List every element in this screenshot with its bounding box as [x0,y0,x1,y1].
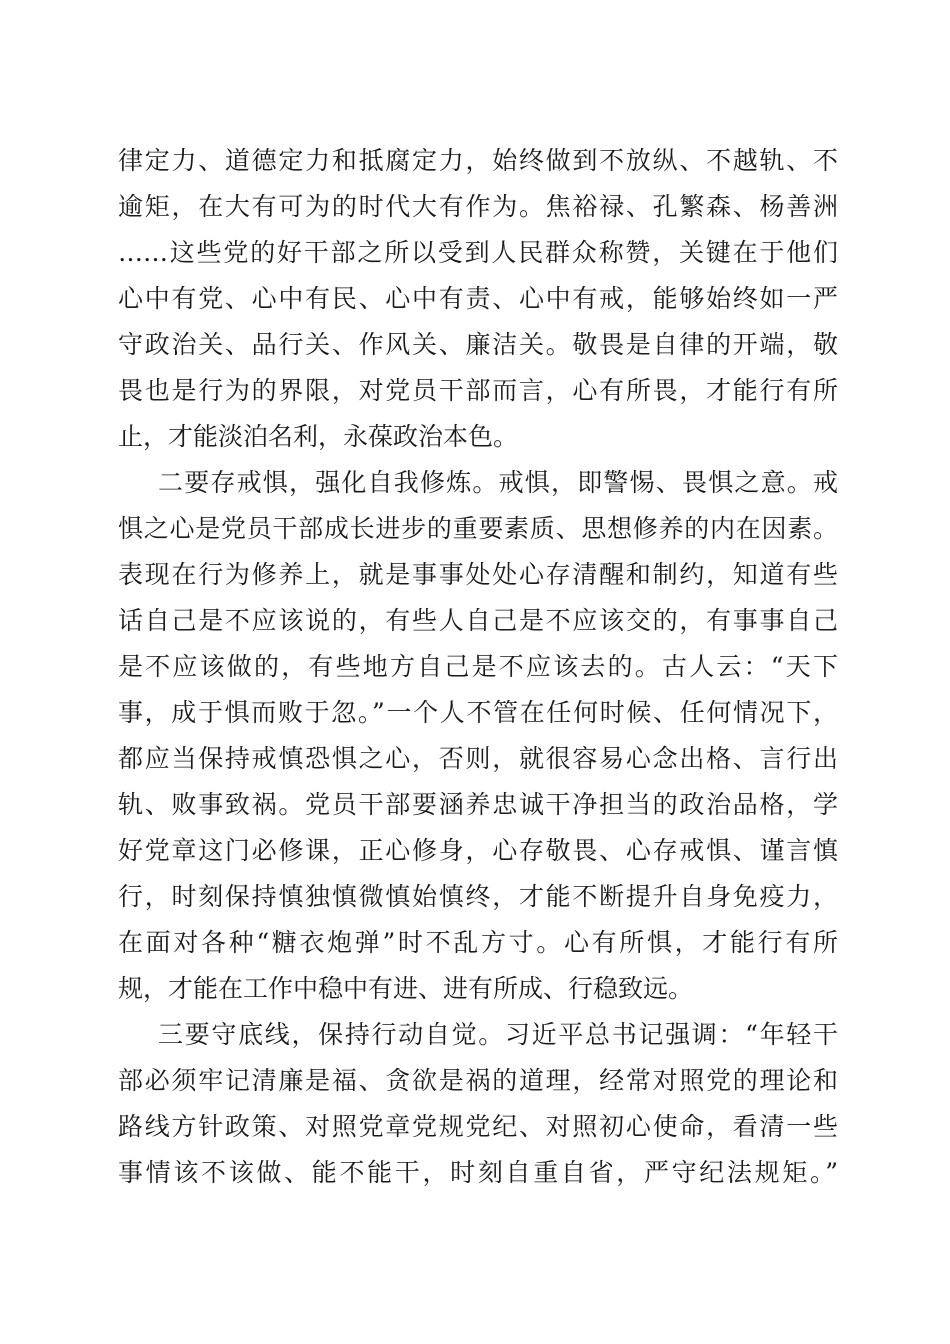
text-line: 好党章这门必修课，正心修身，心存敬畏、心存戒惧、谨言慎 [118,836,838,865]
text-line: 话自己是不应该说的，有些人自己是不应该交的，有事事自己 [118,606,838,635]
text-line: 守政治关、品行关、作风关、廉洁关。敬畏是自律的开端，敬 [118,330,838,359]
text-line: 事，成于惧而败于忽。”一个人不管在任何时候、任何情况下， [118,698,838,727]
text-line: 律定力、道德定力和抵腐定力，始终做到不放纵、不越轨、不 [118,146,838,175]
text-line: 畏也是行为的界限，对党员干部而言，心有所畏，才能行有所 [118,376,838,405]
text-line: 在面对各种“糖衣炮弹”时不乱方寸。心有所惧，才能行有所 [118,928,838,957]
paragraph-start-line: 二要存戒惧，强化自我修炼。戒惧，即警惕、畏惧之意。戒 [158,468,838,497]
text-line: 是不应该做的，有些地方自己是不应该去的。古人云：“天下 [118,652,838,681]
text-line: 逾矩，在大有可为的时代大有作为。焦裕禄、孔繁森、杨善洲 [118,192,838,221]
text-line: 心中有党、心中有民、心中有责、心中有戒，能够始终如一严 [118,284,838,313]
body-text [118,138,838,1196]
text-line: 都应当保持戒慎恐惧之心，否则，就很容易心念出格、言行出 [118,744,838,773]
text-line: 止，才能淡泊名利，永葆政治本色。 [118,422,519,451]
text-line: 部必须牢记清廉是福、贪欲是祸的道理，经常对照党的理论和 [118,1066,838,1095]
paragraph-start-line: 三要守底线，保持行动自觉。习近平总书记强调：“年轻干 [158,1020,838,1049]
text-line: 惧之心是党员干部成长进步的重要素质、思想修养的内在因素。 [118,514,838,543]
text-line: 表现在行为修养上，就是事事处处心存清醒和制约，知道有些 [118,560,838,589]
text-line: 路线方针政策、对照党章党规党纪、对照初心使命，看清一些 [118,1112,838,1141]
text-line: 行，时刻保持慎独慎微慎始慎终，才能不断提升自身免疫力， [118,882,838,911]
text-line: 轨、败事致祸。党员干部要涵养忠诚干净担当的政治品格，学 [118,790,838,819]
text-line: 事情该不该做、能不能干，时刻自重自省，严守纪法规矩。” [118,1158,838,1187]
text-line: ……这些党的好干部之所以受到人民群众称赞，关键在于他们 [118,238,838,267]
text-line: 规，才能在工作中稳中有进、进有所成、行稳致远。 [118,974,694,1003]
